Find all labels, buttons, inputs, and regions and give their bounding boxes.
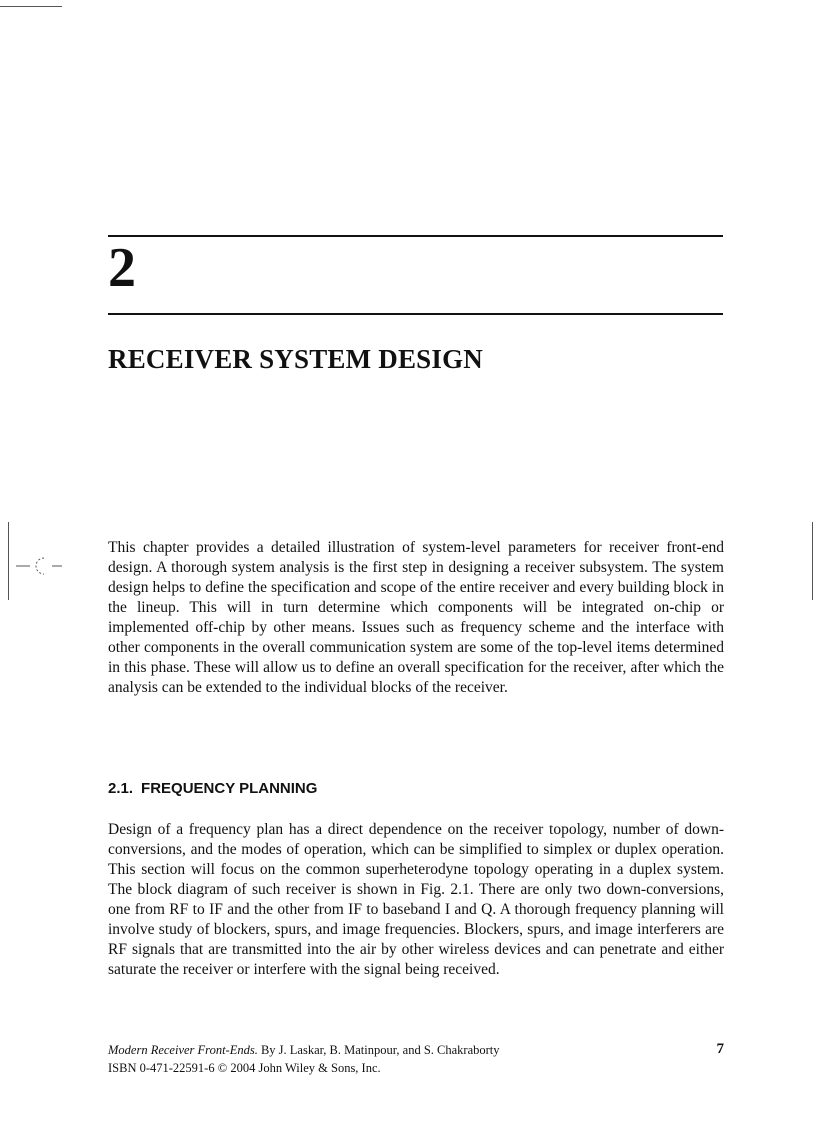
crop-mark-left xyxy=(8,522,9,600)
intro-paragraph: This chapter provides a detailed illustration of system-level parameters for receiver front-end design. A thorough system analysis is the first step in designing a receiver subsystem. The system design helps to define the specification and scope of the entire receiver and every building block in the lineup. This will in turn determine which components will be integrated on-chip or implemented off-chip by other means. Issues such as frequency scheme and the interface with other components in the overall communication system are some of the top-level items determined in this phase. These will allow us to define an overall specification for the receiver, after which the analysis can be extended to the individual blocks of the receiver. xyxy=(108,539,724,696)
chapter-number: 2 xyxy=(108,237,136,299)
section-title: FREQUENCY PLANNING xyxy=(141,780,318,797)
section-heading xyxy=(108,780,325,797)
footer-book-title: Modern Receiver Front-Ends. xyxy=(108,1043,258,1057)
page-number: 7 xyxy=(716,1041,724,1057)
crop-mark-top xyxy=(0,6,62,7)
footer-isbn: ISBN 0-471-22591-6 © 2004 John Wiley & Sons, Inc. xyxy=(108,1061,381,1075)
footer-authors: By J. Laskar, B. Matinpour, and S. Chakraborty xyxy=(260,1043,500,1057)
footer-citation xyxy=(108,1043,724,1058)
chapter-rule-top xyxy=(108,235,723,237)
crop-mark-right xyxy=(812,522,813,600)
section-number: 2.1. xyxy=(108,780,134,797)
registration-mark-icon xyxy=(14,553,66,579)
chapter-rule-bottom xyxy=(108,313,723,315)
section-paragraph: Design of a frequency plan has a direct dependence on the receiver topology, number of down-conversions, and the modes of operation, which can be simplified to simplex or duplex operation. This section will focus on the common superheterodyne topology operating in a duplex system. The block diagram of such receiver is shown in Fig. 2.1. There are only two down-conversions, one from RF to IF and the other from IF to baseband I and Q. A thorough frequency planning will involve study of blockers, spurs, and image frequencies. Blockers, spurs, and image interferers are RF signals that are transmitted into the air by other wireless devices and can penetrate and either saturate the receiver or interfere with the signal being received. xyxy=(108,821,724,978)
chapter-title: RECEIVER SYSTEM DESIGN xyxy=(108,344,483,374)
